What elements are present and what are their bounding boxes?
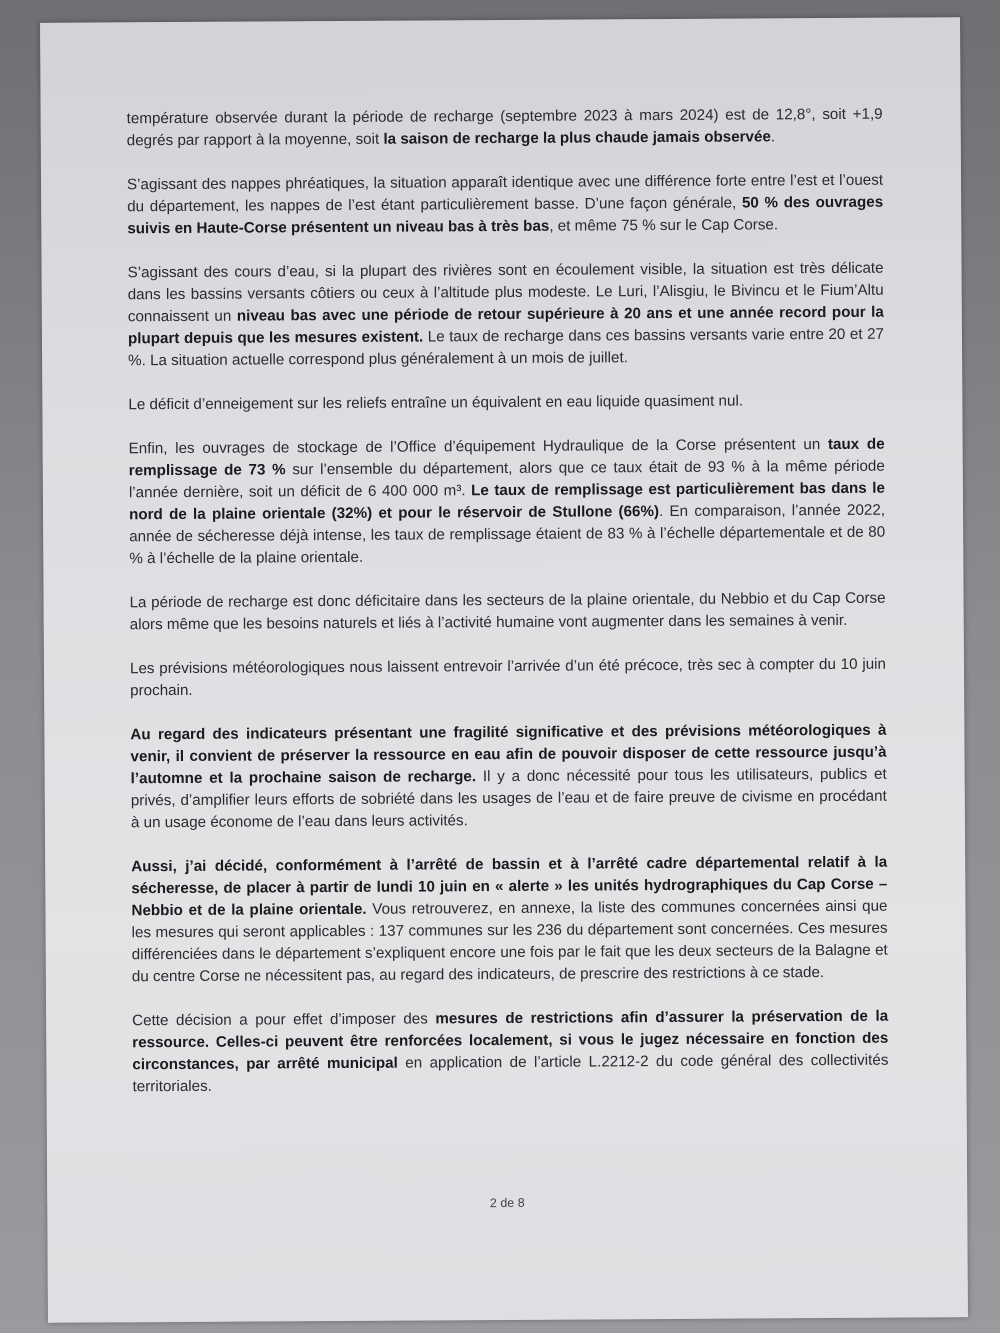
paragraph: Enfin, les ouvrages de stockage de l’Office d’équipement Hydraulique de la Corse présentent un taux de remplissage de 73 % sur l’ensemble du département, alors que ce taux était de 93 % à la même période l’année dernière, soit un déficit de 6 400 000 m³. Le taux de remplissage est particulièrement bas dans le nord de la plaine orientale (32%) et pour le réservoir de Stullone (66%). En comparaison, l’année 2022, année de sécheresse déjà intense, les taux de remplissage étaient de 83 % à l’échelle départementale et de 80 % à l’échelle de la plaine orientale.: [128, 435, 886, 568]
paragraph: Aussi, j’ai décidé, conformément à l’arrêté de bassin et à l’arrêté cadre départemental relatif à la sécheresse, de placer à partir de lundi 10 juin en « alerte » les unités hydrographiques du Cap Corse – Nebbio et de la plaine orientale. Vous retrouverez, en annexe, la liste des communes concernées ainsi que les mesures qui seront applicables : 137 communes sur les 236 du département sont concernées. Ces mesures différenciées dans le département s’expliquent encore une fois par le fait que les deux secteurs de la Balagne et du centre Corse ne nécessitent pas, au regard des indicateurs, de prescrire des restrictions à ce stade.: [131, 853, 888, 986]
page-number: 2 de 8: [489, 1195, 525, 1211]
document-body: [127, 104, 889, 1121]
paragraph: Les prévisions météorologiques nous laissent entrevoir l’arrivée d’un été précoce, très sec à compter du 10 juin prochain.: [129, 655, 887, 700]
paragraph: La période de recharge est donc déficitaire dans les secteurs de la plaine orientale, du Nebbio et du Cap Corse alors même que les besoins naturels et liés à l’activité humaine vont augmenter dans les semaines à venir.: [129, 589, 886, 634]
paragraph: S’agissant des cours d’eau, si la plupart des rivières sont en écoulement visible, la situation est très délicate dans les bassins versants côtiers ou ceux à l’altitude plus modeste. Le Luri, l’Alisgiu, le Bivincu et le Fium’Altu connaissent un niveau bas avec une période de retour supérieure à 20 ans et une année record pour la plupart depuis que les mesures existent. Le taux de recharge dans ces bassins versants varie entre 20 et 27 %. La situation actuelle correspond plus généralement à un mois de juillet.: [127, 259, 885, 370]
paragraph: S’agissant des nappes phréatiques, la situation apparaît identique avec une différence forte entre l’est et l’ouest du département, les nappes de l’est étant particulièrement basse. D’une façon générale, 50 % des ouvrages suivis en Haute-Corse présentent un niveau bas à très bas, et même 75 % sur le Cap Corse.: [126, 171, 884, 238]
paper-sheet: [40, 17, 968, 1323]
paragraph: Le déficit d’enneigement sur les reliefs entraîne un équivalent en eau liquide quasiment nul.: [128, 392, 744, 414]
paragraph: température observée durant la période de recharge (septembre 2023 à mars 2024) est de 12,8°, soit +1,9 degrés par rapport à la moyenne, soit la saison de recharge la plus chaude jamais observée.: [126, 105, 883, 150]
paragraph: Cette décision a pour effet d’imposer des mesures de restrictions afin d’assurer la préservation de la ressource. Celles-ci peuvent être renforcées localement, si vous le jugez nécessaire en fonction des circonstances, par arrêté municipal en application de l’article L.2212-2 du code général des collectivités territoriales.: [132, 1007, 889, 1096]
paragraph: Au regard des indicateurs présentant une fragilité significative et des prévisions météorologiques à venir, il convient de préserver la ressource en eau afin de pouvoir disposer de cette ressource jusqu’à l’automne et la prochaine saison de recharge. Il y a donc nécessité pour tous les utilisateurs, publics et privés, d’amplifier leurs efforts de sobriété dans les usages de l’eau et de faire preuve de civisme en procédant à un usage économe de l’eau dans leurs activités.: [130, 721, 887, 832]
